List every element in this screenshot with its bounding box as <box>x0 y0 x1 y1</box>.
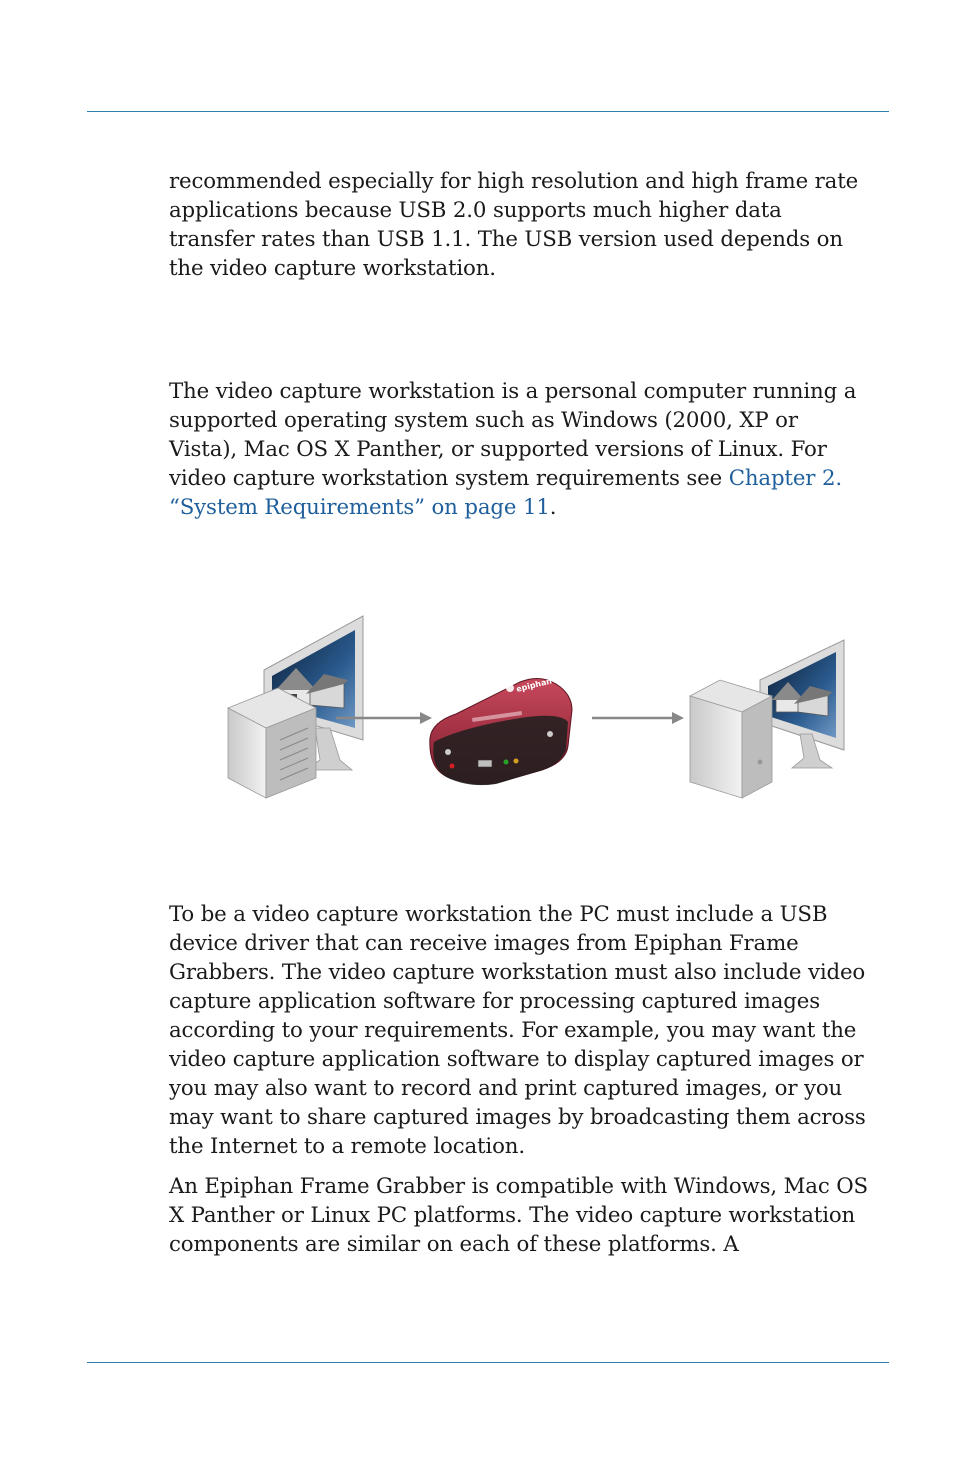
source-computer <box>228 616 363 798</box>
device-screw <box>547 731 553 737</box>
arrow-grabber-to-workstation <box>592 712 684 724</box>
frame-grabber-diagram <box>220 610 860 810</box>
device-screw <box>445 749 451 755</box>
paragraph-workstation-requirements: To be a video capture workstation the PC must include a USB device driver that can receive images from Epiphan Frame Grabbers. The video capture workstation must also include video capture application software for processing captured images according to your requirements. For example, you may want the video capture application software to display captured images or you may also want to record and print captured images, or you may want to share captured images by broadcasting them across the Internet to a remote location. <box>169 902 866 1159</box>
source-tower <box>228 688 316 798</box>
capture-workstation <box>690 610 844 798</box>
paragraph-text-end: . <box>549 495 557 520</box>
workstation-tower <box>690 610 772 798</box>
workstation-monitor <box>760 640 844 768</box>
status-led <box>504 760 509 765</box>
power-led <box>450 764 455 769</box>
header-rule <box>87 111 889 112</box>
usb-port <box>478 760 492 767</box>
paragraph-platform-compatibility: An Epiphan Frame Grabber is compatible with Windows, Mac OS X Panther or Linux PC platforms. The video capture workstation components are similar on each of these platforms. A <box>169 1174 868 1257</box>
frame-grabber-device <box>430 676 572 785</box>
paragraph-workstation-intro <box>169 377 869 522</box>
footer-rule <box>87 1362 889 1363</box>
status-led <box>514 759 519 764</box>
paragraph-text: The video capture workstation is a personal computer running a supported operating system such as Windows (2000, XP or Vista), Mac OS X Panther, or supported versions of Linux. For video capture workstation system requirements see <box>169 379 857 491</box>
paragraph-usb-version: recommended especially for high resolution and high frame rate applications because USB 2.0 supports much higher data transfer rates than USB 1.1. The USB version used depends on the video capture workstation. <box>169 169 859 281</box>
system-requirements-link[interactable]: Chapter 2. “System Requirements” on page 11 <box>169 466 842 520</box>
device-logo-text: epiphan <box>515 676 553 694</box>
